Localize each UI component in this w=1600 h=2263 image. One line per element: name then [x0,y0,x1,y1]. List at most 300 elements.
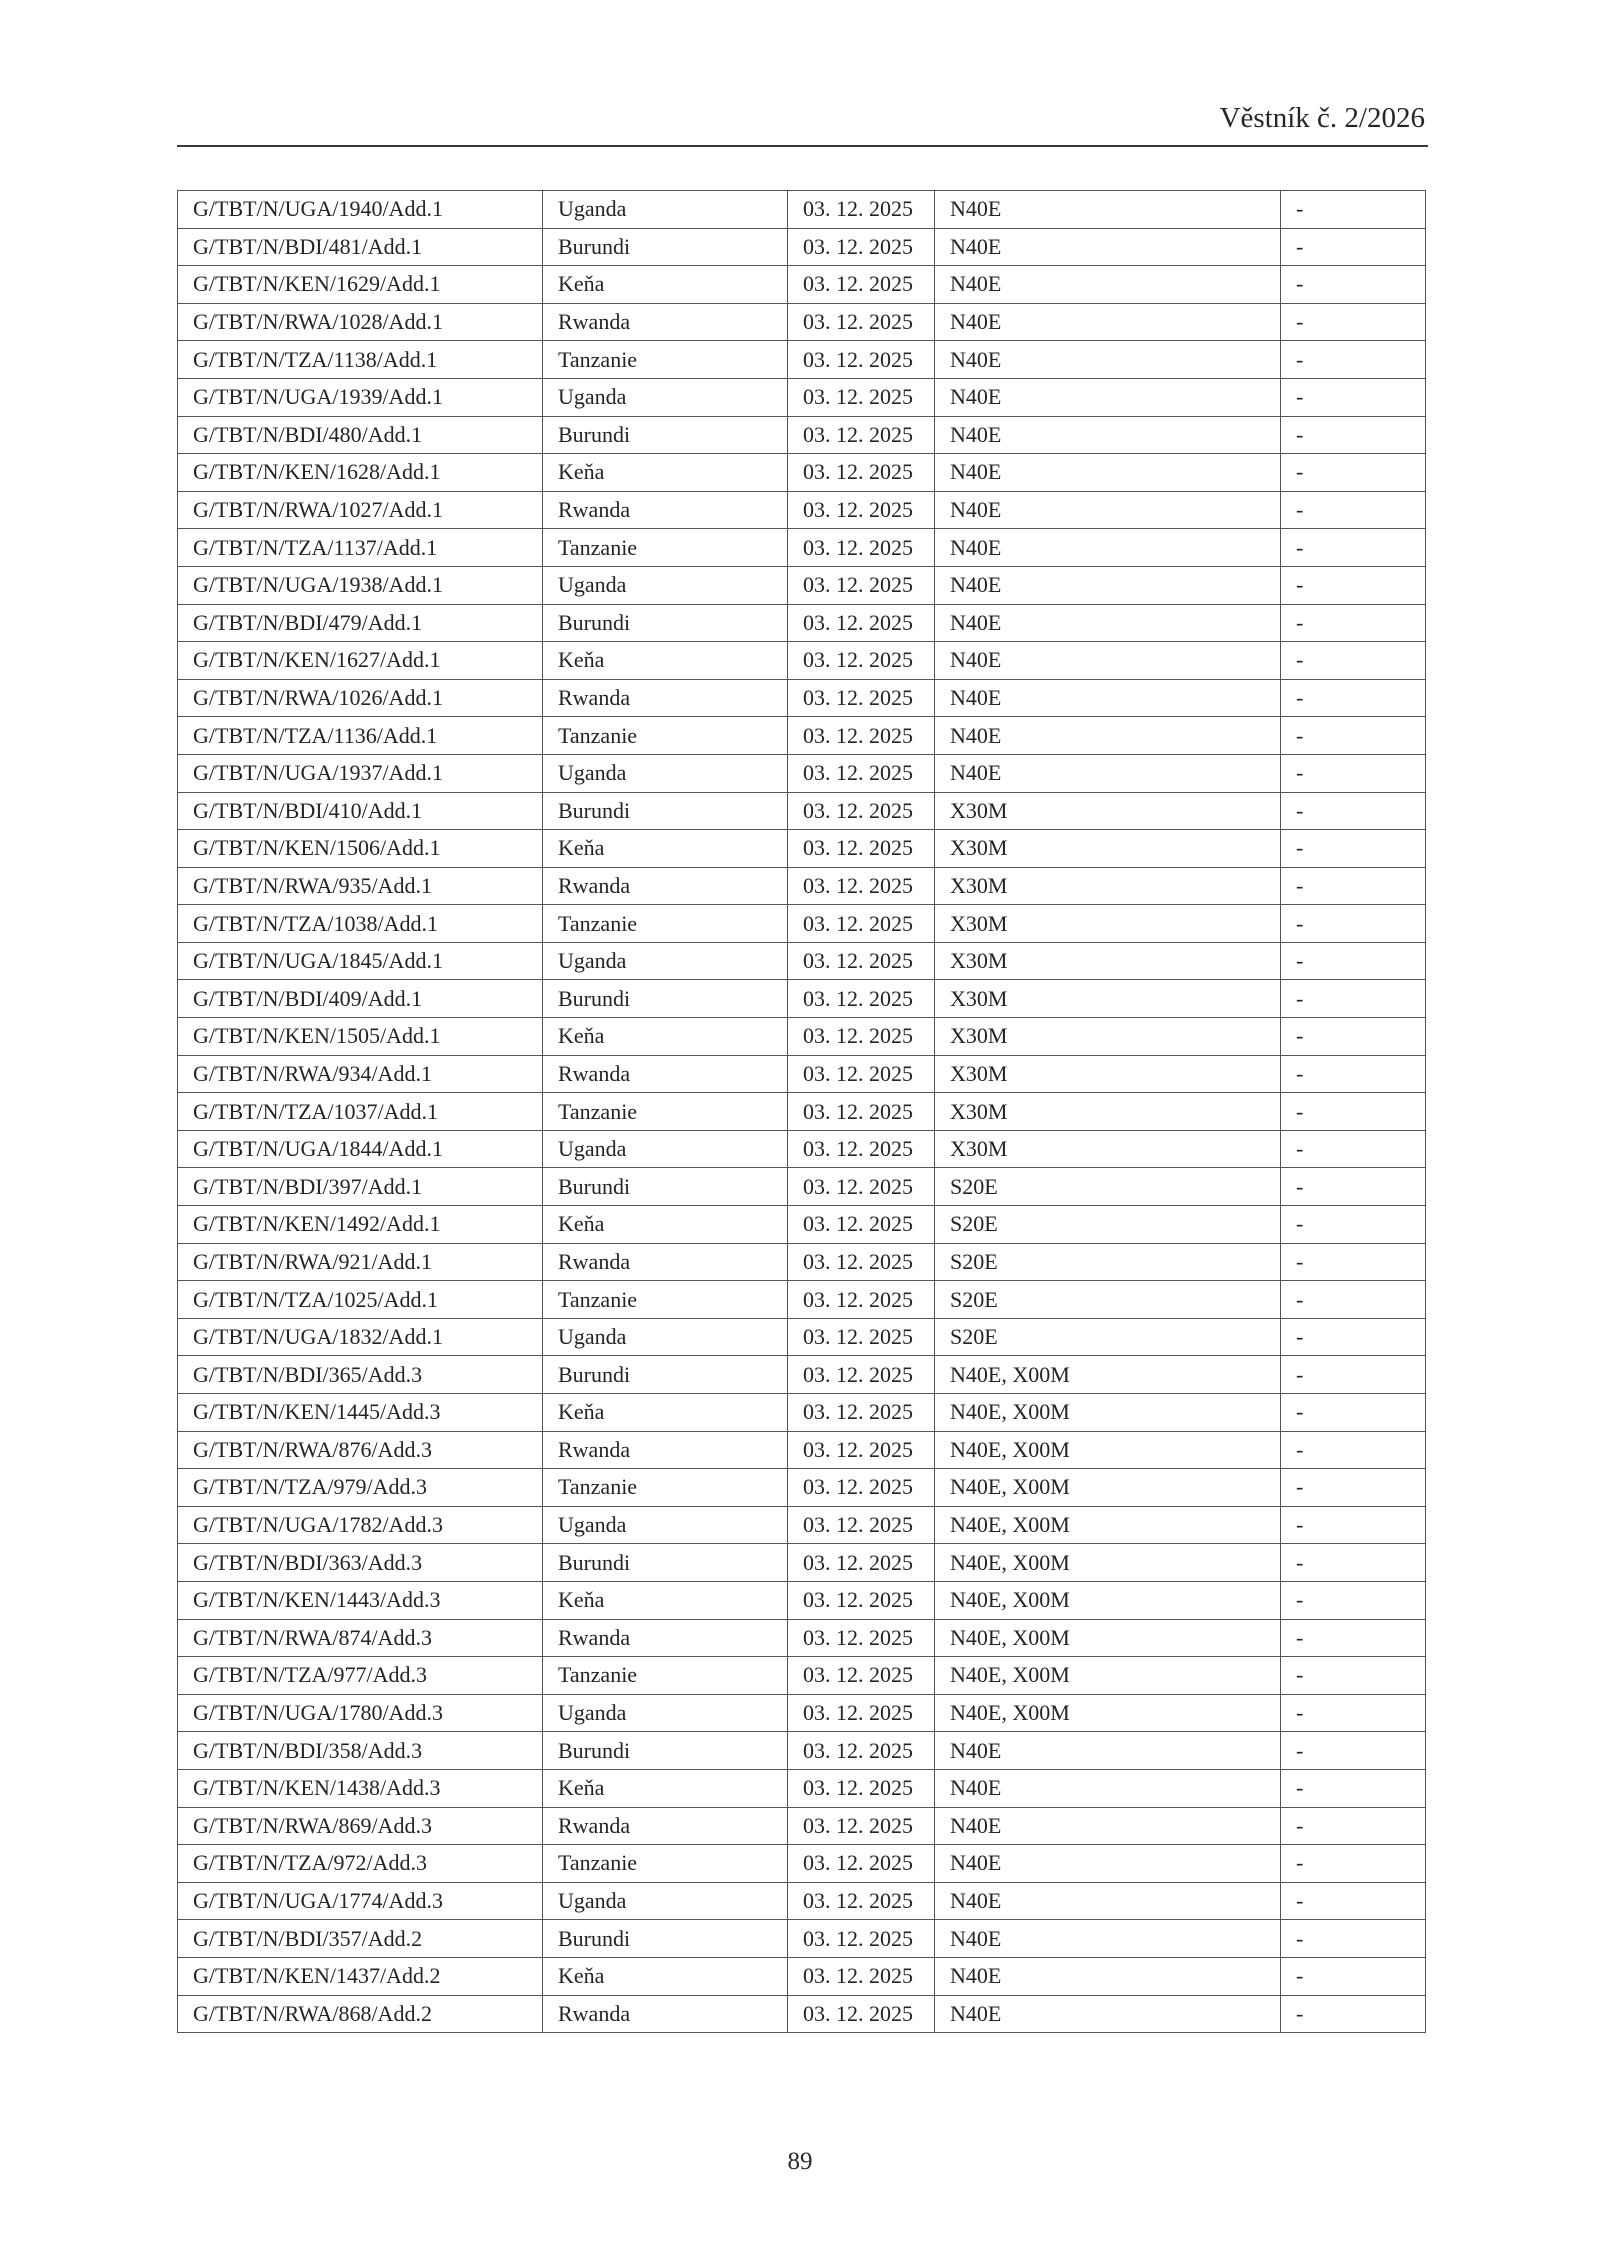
notification-code-cell: G/TBT/N/TZA/979/Add.3 [178,1469,543,1507]
date-cell: 03. 12. 2025 [788,1732,935,1770]
note-cell: - [1281,679,1426,717]
date-cell: 03. 12. 2025 [788,830,935,868]
date-cell: 03. 12. 2025 [788,1055,935,1093]
notification-code-cell: G/TBT/N/BDI/410/Add.1 [178,792,543,830]
note-cell: - [1281,416,1426,454]
table-row [178,1694,1426,1732]
notification-code-cell: G/TBT/N/BDI/481/Add.1 [178,228,543,266]
table-row [178,1018,1426,1056]
codes-cell: N40E, X00M [935,1469,1281,1507]
table-row [178,717,1426,755]
country-cell: Keňa [543,1394,788,1432]
codes-cell: N40E [935,1732,1281,1770]
table-row [178,1619,1426,1657]
codes-cell: X30M [935,980,1281,1018]
country-cell: Burundi [543,1356,788,1394]
codes-cell: N40E [935,754,1281,792]
notification-code-cell: G/TBT/N/TZA/1137/Add.1 [178,529,543,567]
codes-cell: N40E [935,191,1281,229]
codes-cell: N40E [935,1882,1281,1920]
table-row [178,1581,1426,1619]
date-cell: 03. 12. 2025 [788,792,935,830]
note-cell: - [1281,1581,1426,1619]
date-cell: 03. 12. 2025 [788,1957,935,1995]
codes-cell: N40E, X00M [935,1506,1281,1544]
date-cell: 03. 12. 2025 [788,942,935,980]
table-row [178,1957,1426,1995]
codes-cell: S20E [935,1243,1281,1281]
country-cell: Tanzanie [543,1657,788,1695]
table-row [178,942,1426,980]
notification-code-cell: G/TBT/N/KEN/1506/Add.1 [178,830,543,868]
country-cell: Keňa [543,1206,788,1244]
note-cell: - [1281,1356,1426,1394]
notification-code-cell: G/TBT/N/KEN/1438/Add.3 [178,1769,543,1807]
note-cell: - [1281,1055,1426,1093]
codes-cell: N40E [935,566,1281,604]
country-cell: Keňa [543,830,788,868]
note-cell: - [1281,341,1426,379]
codes-cell: S20E [935,1318,1281,1356]
table-row [178,867,1426,905]
date-cell: 03. 12. 2025 [788,905,935,943]
codes-cell: N40E [935,416,1281,454]
notification-code-cell: G/TBT/N/KEN/1628/Add.1 [178,454,543,492]
note-cell: - [1281,792,1426,830]
note-cell: - [1281,905,1426,943]
notification-code-cell: G/TBT/N/BDI/365/Add.3 [178,1356,543,1394]
table-row [178,491,1426,529]
codes-cell: N40E, X00M [935,1581,1281,1619]
notification-code-cell: G/TBT/N/RWA/921/Add.1 [178,1243,543,1281]
table-row [178,1055,1426,1093]
notification-code-cell: G/TBT/N/RWA/1027/Add.1 [178,491,543,529]
codes-cell: N40E, X00M [935,1694,1281,1732]
notification-code-cell: G/TBT/N/RWA/874/Add.3 [178,1619,543,1657]
date-cell: 03. 12. 2025 [788,717,935,755]
codes-cell: N40E [935,1769,1281,1807]
date-cell: 03. 12. 2025 [788,754,935,792]
codes-cell: N40E [935,679,1281,717]
page-number: 89 [787,2148,813,2175]
codes-cell: X30M [935,792,1281,830]
table-row [178,905,1426,943]
notification-code-cell: G/TBT/N/UGA/1782/Add.3 [178,1506,543,1544]
table-row [178,1769,1426,1807]
notification-code-cell: G/TBT/N/TZA/1038/Add.1 [178,905,543,943]
codes-cell: N40E [935,303,1281,341]
date-cell: 03. 12. 2025 [788,191,935,229]
country-cell: Rwanda [543,303,788,341]
notification-code-cell: G/TBT/N/KEN/1443/Add.3 [178,1581,543,1619]
table-row [178,1168,1426,1206]
table-row [178,416,1426,454]
country-cell: Uganda [543,942,788,980]
note-cell: - [1281,566,1426,604]
notification-code-cell: G/TBT/N/KEN/1627/Add.1 [178,642,543,680]
table-row [178,792,1426,830]
notification-code-cell: G/TBT/N/BDI/479/Add.1 [178,604,543,642]
country-cell: Rwanda [543,1431,788,1469]
note-cell: - [1281,529,1426,567]
table-row [178,1845,1426,1883]
country-cell: Tanzanie [543,905,788,943]
codes-cell: N40E [935,491,1281,529]
codes-cell: N40E [935,717,1281,755]
date-cell: 03. 12. 2025 [788,1093,935,1131]
notification-code-cell: G/TBT/N/UGA/1940/Add.1 [178,191,543,229]
date-cell: 03. 12. 2025 [788,378,935,416]
table-row [178,1469,1426,1507]
date-cell: 03. 12. 2025 [788,1920,935,1958]
table-row [178,1130,1426,1168]
date-cell: 03. 12. 2025 [788,1018,935,1056]
codes-cell: N40E, X00M [935,1619,1281,1657]
country-cell: Uganda [543,1506,788,1544]
table-row [178,191,1426,229]
date-cell: 03. 12. 2025 [788,491,935,529]
note-cell: - [1281,642,1426,680]
note-cell: - [1281,1694,1426,1732]
note-cell: - [1281,1995,1426,2033]
codes-cell: X30M [935,867,1281,905]
note-cell: - [1281,1168,1426,1206]
note-cell: - [1281,1657,1426,1695]
codes-cell: N40E [935,228,1281,266]
notification-code-cell: G/TBT/N/BDI/480/Add.1 [178,416,543,454]
country-cell: Uganda [543,1130,788,1168]
date-cell: 03. 12. 2025 [788,1318,935,1356]
notification-code-cell: G/TBT/N/TZA/1138/Add.1 [178,341,543,379]
date-cell: 03. 12. 2025 [788,228,935,266]
notification-code-cell: G/TBT/N/RWA/935/Add.1 [178,867,543,905]
note-cell: - [1281,1619,1426,1657]
codes-cell: N40E [935,1957,1281,1995]
country-cell: Uganda [543,191,788,229]
date-cell: 03. 12. 2025 [788,1206,935,1244]
date-cell: 03. 12. 2025 [788,642,935,680]
date-cell: 03. 12. 2025 [788,1356,935,1394]
date-cell: 03. 12. 2025 [788,1130,935,1168]
codes-cell: X30M [935,1018,1281,1056]
date-cell: 03. 12. 2025 [788,679,935,717]
codes-cell: X30M [935,1055,1281,1093]
date-cell: 03. 12. 2025 [788,303,935,341]
codes-cell: N40E [935,1807,1281,1845]
country-cell: Tanzanie [543,717,788,755]
country-cell: Tanzanie [543,1845,788,1883]
date-cell: 03. 12. 2025 [788,529,935,567]
note-cell: - [1281,1093,1426,1131]
note-cell: - [1281,491,1426,529]
notifications-table [177,190,1426,2033]
note-cell: - [1281,980,1426,1018]
notifications-table-body [178,191,1426,2033]
table-row [178,1920,1426,1958]
date-cell: 03. 12. 2025 [788,566,935,604]
country-cell: Burundi [543,604,788,642]
codes-cell: N40E [935,604,1281,642]
table-row [178,529,1426,567]
country-cell: Keňa [543,1018,788,1056]
notification-code-cell: G/TBT/N/UGA/1939/Add.1 [178,378,543,416]
table-row [178,980,1426,1018]
notification-code-cell: G/TBT/N/UGA/1938/Add.1 [178,566,543,604]
country-cell: Rwanda [543,679,788,717]
note-cell: - [1281,1957,1426,1995]
table-row [178,1431,1426,1469]
country-cell: Uganda [543,566,788,604]
codes-cell: N40E, X00M [935,1657,1281,1695]
country-cell: Tanzanie [543,529,788,567]
notification-code-cell: G/TBT/N/UGA/1844/Add.1 [178,1130,543,1168]
date-cell: 03. 12. 2025 [788,1581,935,1619]
date-cell: 03. 12. 2025 [788,416,935,454]
note-cell: - [1281,1130,1426,1168]
table-row [178,1093,1426,1131]
date-cell: 03. 12. 2025 [788,341,935,379]
date-cell: 03. 12. 2025 [788,1469,935,1507]
codes-cell: N40E [935,529,1281,567]
note-cell: - [1281,454,1426,492]
notification-code-cell: G/TBT/N/UGA/1832/Add.1 [178,1318,543,1356]
notification-code-cell: G/TBT/N/UGA/1774/Add.3 [178,1882,543,1920]
notification-code-cell: G/TBT/N/RWA/868/Add.2 [178,1995,543,2033]
codes-cell: N40E [935,378,1281,416]
note-cell: - [1281,1018,1426,1056]
note-cell: - [1281,191,1426,229]
table-row [178,830,1426,868]
country-cell: Rwanda [543,1807,788,1845]
codes-cell: N40E, X00M [935,1544,1281,1582]
notification-code-cell: G/TBT/N/TZA/972/Add.3 [178,1845,543,1883]
country-cell: Rwanda [543,1055,788,1093]
codes-cell: S20E [935,1281,1281,1319]
country-cell: Tanzanie [543,341,788,379]
country-cell: Burundi [543,1920,788,1958]
notification-code-cell: G/TBT/N/BDI/409/Add.1 [178,980,543,1018]
country-cell: Uganda [543,1318,788,1356]
notification-code-cell: G/TBT/N/TZA/1037/Add.1 [178,1093,543,1131]
table-row [178,679,1426,717]
table-row [178,303,1426,341]
country-cell: Rwanda [543,867,788,905]
note-cell: - [1281,1882,1426,1920]
table-row [178,378,1426,416]
codes-cell: X30M [935,905,1281,943]
date-cell: 03. 12. 2025 [788,1694,935,1732]
table-row [178,1995,1426,2033]
country-cell: Uganda [543,1694,788,1732]
notification-code-cell: G/TBT/N/UGA/1937/Add.1 [178,754,543,792]
note-cell: - [1281,1732,1426,1770]
table-row [178,1243,1426,1281]
notification-code-cell: G/TBT/N/UGA/1780/Add.3 [178,1694,543,1732]
country-cell: Keňa [543,454,788,492]
note-cell: - [1281,303,1426,341]
codes-cell: X30M [935,1093,1281,1131]
date-cell: 03. 12. 2025 [788,1619,935,1657]
notification-code-cell: G/TBT/N/RWA/1026/Add.1 [178,679,543,717]
country-cell: Burundi [543,1732,788,1770]
codes-cell: N40E [935,1995,1281,2033]
notification-code-cell: G/TBT/N/RWA/869/Add.3 [178,1807,543,1845]
codes-cell: X30M [935,942,1281,980]
note-cell: - [1281,378,1426,416]
note-cell: - [1281,1506,1426,1544]
note-cell: - [1281,1544,1426,1582]
notification-code-cell: G/TBT/N/KEN/1492/Add.1 [178,1206,543,1244]
note-cell: - [1281,1807,1426,1845]
table-row [178,1657,1426,1695]
country-cell: Burundi [543,792,788,830]
note-cell: - [1281,228,1426,266]
table-row [178,1394,1426,1432]
country-cell: Keňa [543,266,788,304]
note-cell: - [1281,1431,1426,1469]
codes-cell: S20E [935,1168,1281,1206]
note-cell: - [1281,942,1426,980]
table-row [178,1732,1426,1770]
country-cell: Tanzanie [543,1093,788,1131]
note-cell: - [1281,1769,1426,1807]
date-cell: 03. 12. 2025 [788,1394,935,1432]
note-cell: - [1281,1243,1426,1281]
country-cell: Rwanda [543,1243,788,1281]
date-cell: 03. 12. 2025 [788,1506,935,1544]
date-cell: 03. 12. 2025 [788,1243,935,1281]
table-row [178,1506,1426,1544]
notification-code-cell: G/TBT/N/TZA/1136/Add.1 [178,717,543,755]
table-row [178,1318,1426,1356]
country-cell: Uganda [543,1882,788,1920]
date-cell: 03. 12. 2025 [788,604,935,642]
notification-code-cell: G/TBT/N/KEN/1505/Add.1 [178,1018,543,1056]
country-cell: Burundi [543,1544,788,1582]
table-row [178,228,1426,266]
notification-code-cell: G/TBT/N/RWA/876/Add.3 [178,1431,543,1469]
codes-cell: S20E [935,1206,1281,1244]
country-cell: Uganda [543,754,788,792]
notification-code-cell: G/TBT/N/KEN/1437/Add.2 [178,1957,543,1995]
country-cell: Keňa [543,1581,788,1619]
notification-code-cell: G/TBT/N/KEN/1445/Add.3 [178,1394,543,1432]
note-cell: - [1281,867,1426,905]
country-cell: Keňa [543,1769,788,1807]
table-row [178,454,1426,492]
note-cell: - [1281,1281,1426,1319]
note-cell: - [1281,1469,1426,1507]
date-cell: 03. 12. 2025 [788,1995,935,2033]
country-cell: Burundi [543,1168,788,1206]
date-cell: 03. 12. 2025 [788,1544,935,1582]
country-cell: Tanzanie [543,1469,788,1507]
codes-cell: X30M [935,830,1281,868]
table-row [178,604,1426,642]
date-cell: 03. 12. 2025 [788,1281,935,1319]
country-cell: Burundi [543,416,788,454]
country-cell: Keňa [543,1957,788,1995]
codes-cell: N40E [935,642,1281,680]
table-row [178,1206,1426,1244]
codes-cell: N40E, X00M [935,1356,1281,1394]
date-cell: 03. 12. 2025 [788,980,935,1018]
country-cell: Rwanda [543,491,788,529]
country-cell: Keňa [543,642,788,680]
table-row [178,642,1426,680]
date-cell: 03. 12. 2025 [788,266,935,304]
note-cell: - [1281,830,1426,868]
country-cell: Rwanda [543,1995,788,2033]
note-cell: - [1281,1845,1426,1883]
date-cell: 03. 12. 2025 [788,1431,935,1469]
codes-cell: N40E [935,341,1281,379]
notification-code-cell: G/TBT/N/TZA/1025/Add.1 [178,1281,543,1319]
journal-title: Věstník č. 2/2026 [1219,102,1425,134]
header-rule [177,145,1428,147]
date-cell: 03. 12. 2025 [788,1168,935,1206]
notification-code-cell: G/TBT/N/RWA/1028/Add.1 [178,303,543,341]
notification-code-cell: G/TBT/N/UGA/1845/Add.1 [178,942,543,980]
table-row [178,754,1426,792]
note-cell: - [1281,1394,1426,1432]
table-row [178,266,1426,304]
table-row [178,1807,1426,1845]
country-cell: Tanzanie [543,1281,788,1319]
table-row [178,1882,1426,1920]
date-cell: 03. 12. 2025 [788,1657,935,1695]
note-cell: - [1281,754,1426,792]
notification-code-cell: G/TBT/N/BDI/358/Add.3 [178,1732,543,1770]
date-cell: 03. 12. 2025 [788,454,935,492]
codes-cell: N40E [935,1845,1281,1883]
notification-code-cell: G/TBT/N/RWA/934/Add.1 [178,1055,543,1093]
note-cell: - [1281,604,1426,642]
date-cell: 03. 12. 2025 [788,1807,935,1845]
note-cell: - [1281,1318,1426,1356]
date-cell: 03. 12. 2025 [788,1769,935,1807]
note-cell: - [1281,1920,1426,1958]
table-row [178,1281,1426,1319]
notification-code-cell: G/TBT/N/KEN/1629/Add.1 [178,266,543,304]
date-cell: 03. 12. 2025 [788,1845,935,1883]
codes-cell: N40E [935,454,1281,492]
codes-cell: N40E [935,1920,1281,1958]
codes-cell: N40E [935,266,1281,304]
table-row [178,566,1426,604]
note-cell: - [1281,266,1426,304]
notification-code-cell: G/TBT/N/BDI/397/Add.1 [178,1168,543,1206]
notification-code-cell: G/TBT/N/TZA/977/Add.3 [178,1657,543,1695]
table-row [178,1544,1426,1582]
table-row [178,341,1426,379]
notification-code-cell: G/TBT/N/BDI/357/Add.2 [178,1920,543,1958]
codes-cell: N40E, X00M [935,1394,1281,1432]
country-cell: Burundi [543,228,788,266]
note-cell: - [1281,1206,1426,1244]
date-cell: 03. 12. 2025 [788,867,935,905]
note-cell: - [1281,717,1426,755]
page-footer [0,2148,1600,2176]
table-row [178,1356,1426,1394]
country-cell: Uganda [543,378,788,416]
date-cell: 03. 12. 2025 [788,1882,935,1920]
codes-cell: X30M [935,1130,1281,1168]
country-cell: Rwanda [543,1619,788,1657]
codes-cell: N40E, X00M [935,1431,1281,1469]
notification-code-cell: G/TBT/N/BDI/363/Add.3 [178,1544,543,1582]
country-cell: Burundi [543,980,788,1018]
